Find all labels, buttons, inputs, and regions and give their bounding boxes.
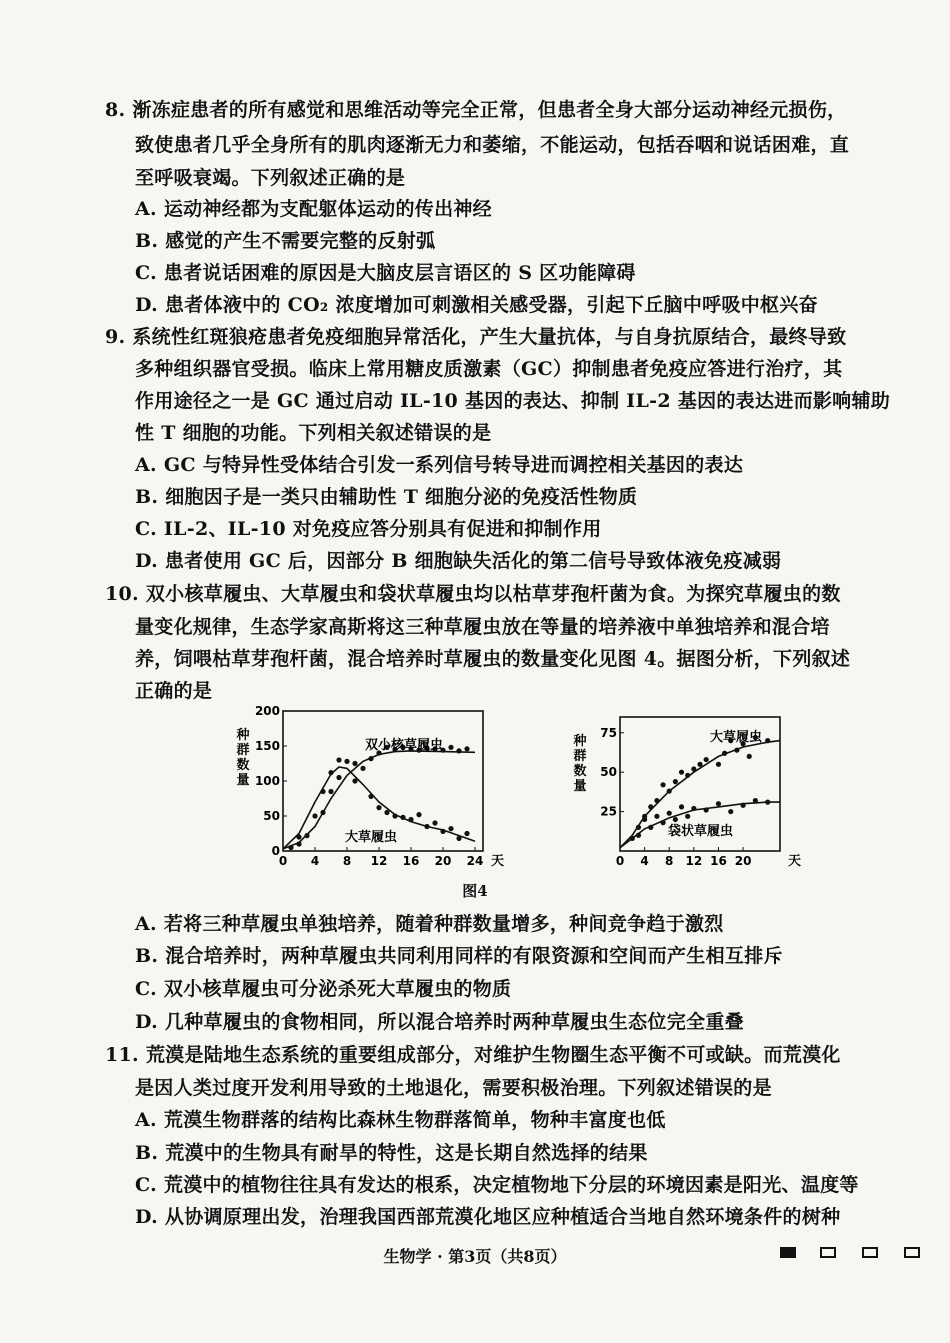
- data-point: [636, 825, 641, 830]
- x-tick-label: 4: [640, 854, 649, 868]
- q8-stem-line-2: 致使患者几乎全身所有的肌肉逐渐无力和萎缩，不能运动，包括吞咽和说话困难，直: [135, 134, 850, 156]
- x-tick-label: 8: [665, 854, 674, 868]
- series-label: 双小核草履虫: [365, 738, 444, 753]
- data-point: [660, 782, 665, 787]
- data-point: [716, 762, 721, 767]
- y-tick-label: 0: [271, 844, 280, 858]
- series-label: 大草履虫: [710, 730, 763, 745]
- data-point: [753, 798, 758, 803]
- y-tick-label: 25: [600, 804, 617, 819]
- data-point: [424, 824, 429, 829]
- data-point: [740, 803, 745, 808]
- data-point: [648, 804, 653, 809]
- empty-mark-icon: [820, 1247, 836, 1258]
- data-point: [642, 817, 647, 822]
- data-point: [384, 810, 389, 815]
- data-point: [448, 745, 453, 750]
- data-point: [648, 825, 653, 830]
- y-axis-label: 数: [236, 758, 250, 773]
- data-point: [336, 757, 341, 762]
- data-point: [328, 789, 333, 794]
- x-tick-label: 4: [310, 854, 320, 868]
- x-tick-label: 0: [615, 854, 625, 868]
- q9-option-b: B. 细胞因子是一类只由辅助性 T 细胞分泌的免疫活性物质: [135, 486, 638, 508]
- empty-mark-icon: [862, 1247, 878, 1258]
- q9-option-c: C. IL-2、IL-10 对免疫应答分别具有促进和抑制作用: [135, 518, 602, 540]
- data-point: [328, 770, 333, 775]
- data-point: [368, 756, 373, 761]
- data-point: [344, 759, 349, 764]
- empty-mark-icon: [904, 1247, 920, 1258]
- page-footer: 生物学 · 第3页（共8页）: [383, 1247, 567, 1266]
- x-tick-label: 24: [466, 854, 484, 868]
- x-tick-label: 12: [370, 854, 388, 868]
- data-point: [336, 775, 341, 780]
- data-point: [320, 789, 325, 794]
- figure-4-left-chart: [225, 705, 505, 875]
- data-point: [400, 815, 405, 820]
- q10-stem-line-1: 10. 双小核草履虫、大草履虫和袋状草履虫均以枯草芽孢杆菌为食。为探究草履虫的数: [105, 583, 841, 605]
- data-point: [704, 807, 709, 812]
- y-axis-label: 种: [573, 734, 587, 749]
- q11-option-b: B. 荒漠中的生物具有耐旱的特性，这是长期自然选择的结果: [135, 1142, 648, 1164]
- data-point: [716, 801, 721, 806]
- q9-stem-line-1: 9. 系统性红斑狼疮患者免疫细胞异常活化，产生大量抗体，与自身抗原结合，最终导致: [105, 326, 847, 348]
- y-axis-label: 群: [573, 749, 587, 764]
- data-point: [416, 812, 421, 817]
- q11-option-c: C. 荒漠中的植物往往具有发达的根系，决定植物地下分层的环境因素是阳光、温度等: [135, 1174, 859, 1196]
- data-point: [408, 817, 413, 822]
- data-point: [464, 746, 469, 751]
- y-tick-label: 150: [254, 739, 280, 753]
- data-point: [456, 748, 461, 753]
- data-point: [734, 748, 739, 753]
- data-point: [765, 800, 770, 805]
- data-point: [288, 845, 293, 850]
- q9-stem-line-3: 作用途径之一是 GC 通过启动 IL-10 基因的表达、抑制 IL-2 基因的表达进而影响辅助: [135, 390, 891, 412]
- q8-stem-line-3: 至呼吸衰竭。下列叙述正确的是: [135, 167, 406, 189]
- figure-label: 图4: [462, 882, 488, 900]
- x-axis-unit: 天: [788, 854, 802, 869]
- q10-stem-line-4: 正确的是: [135, 680, 213, 702]
- x-tick-label: 16: [710, 854, 727, 868]
- data-point: [352, 761, 357, 766]
- data-point: [679, 804, 684, 809]
- x-axis-unit: 天: [491, 854, 505, 869]
- data-point: [360, 766, 365, 771]
- q11-option-d: D. 从协调原理出发，治理我国西部荒漠化地区应种植适合当地自然环境条件的树种: [135, 1206, 841, 1228]
- q10-stem-line-2: 量变化规律，生态学家高斯将这三种草履虫放在等量的培养液中单独培养和混合培: [135, 616, 830, 638]
- data-point: [679, 770, 684, 775]
- data-point: [304, 833, 309, 838]
- data-point: [448, 826, 453, 831]
- y-tick-label: 100: [254, 774, 280, 788]
- data-point: [722, 751, 727, 756]
- figure-4-right-chart: [570, 705, 810, 875]
- data-point: [440, 829, 445, 834]
- q8-option-d: D. 患者体液中的 CO₂ 浓度增加可刺激相关感受器，引起下丘脑中呼吸中枢兴奋: [135, 294, 818, 316]
- data-point: [765, 738, 770, 743]
- data-point: [456, 836, 461, 841]
- filled-mark-icon: [780, 1247, 796, 1258]
- data-point: [660, 820, 665, 825]
- data-point: [691, 766, 696, 771]
- series-label: 袋状草履虫: [668, 824, 734, 839]
- x-tick-label: 16: [402, 854, 420, 868]
- data-point: [704, 757, 709, 762]
- q8-option-c: C. 患者说话困难的原因是大脑皮层言语区的 S 区功能障碍: [135, 262, 636, 284]
- y-axis-label: 量: [573, 779, 587, 794]
- y-tick-label: 50: [600, 765, 617, 780]
- data-point: [352, 778, 357, 783]
- q10-option-d: D. 几种草履虫的食物相同，所以混合培养时两种草履虫生态位完全重叠: [135, 1011, 744, 1033]
- q10-option-c: C. 双小核草履虫可分泌杀死大草履虫的物质: [135, 978, 512, 1000]
- q11-stem-line-1: 11. 荒漠是陆地生态系统的重要组成部分，对维护生物圈生态平衡不可或缺。而荒漠化: [105, 1044, 841, 1066]
- q9-stem-line-2: 多种组织器官受损。临床上常用糖皮质激素（GC）抑制患者免疫应答进行治疗，其: [135, 358, 843, 380]
- y-axis-label: 种: [236, 728, 250, 743]
- data-point: [296, 841, 301, 846]
- data-point: [673, 779, 678, 784]
- x-tick-label: 0: [278, 854, 288, 868]
- q9-stem-line-4: 性 T 细胞的功能。下列相关叙述错误的是: [135, 422, 492, 444]
- data-point: [654, 814, 659, 819]
- data-point: [296, 834, 301, 839]
- data-point: [697, 762, 702, 767]
- q10-option-b: B. 混合培养时，两种草履虫共同利用同样的有限资源和空间而产生相互排斥: [135, 945, 783, 967]
- x-tick-label: 8: [342, 854, 352, 868]
- data-point: [747, 754, 752, 759]
- series-label: 大草履虫: [345, 830, 398, 845]
- q9-option-d: D. 患者使用 GC 后，因部分 B 细胞缺失活化的第二信号导致体液免疫减弱: [135, 550, 782, 572]
- y-tick-label: 75: [600, 725, 617, 740]
- data-point: [728, 809, 733, 814]
- x-tick-label: 12: [685, 854, 703, 868]
- q8-stem-line-1: 8. 渐冻症患者的所有感觉和思维活动等完全正常，但患者全身大部分运动神经元损伤，: [105, 99, 847, 121]
- q10-stem-line-3: 养，饲喂枯草芽孢杆菌，混合培养时草履虫的数量变化见图 4。据图分析，下列叙述: [135, 648, 851, 670]
- data-point: [368, 794, 373, 799]
- data-point: [667, 788, 672, 793]
- y-tick-label: 200: [254, 705, 280, 718]
- q11-option-a: A. 荒漠生物群落的结构比森林生物群落简单，物种丰富度也低: [135, 1109, 666, 1131]
- data-point: [667, 811, 672, 816]
- data-point: [691, 806, 696, 811]
- y-tick-label: 50: [263, 809, 280, 823]
- data-point: [464, 831, 469, 836]
- data-point: [432, 820, 437, 825]
- data-point: [312, 813, 317, 818]
- data-point: [685, 814, 690, 819]
- y-axis-label: 量: [236, 773, 250, 788]
- data-point: [320, 810, 325, 815]
- y-axis-label: 群: [236, 743, 250, 758]
- y-axis-label: 数: [573, 764, 587, 779]
- q9-option-a: A. GC 与特异性受体结合引发一系列信号转导进而调控相关基因的表达: [135, 454, 744, 476]
- q8-option-b: B. 感觉的产生不需要完整的反射弧: [135, 230, 436, 252]
- data-point: [376, 805, 381, 810]
- q8-option-a: A. 运动神经都为支配躯体运动的传出神经: [135, 198, 492, 220]
- x-tick-label: 20: [734, 854, 752, 868]
- data-point: [685, 773, 690, 778]
- q11-stem-line-2: 是因人类过度开发利用导致的土地退化，需要积极治理。下列叙述错误的是: [135, 1077, 772, 1099]
- data-point: [392, 813, 397, 818]
- data-point: [636, 833, 641, 838]
- data-point: [673, 817, 678, 822]
- q10-option-a: A. 若将三种草履虫单独培养，随着种群数量增多，种间竞争趋于激烈: [135, 913, 724, 935]
- data-point: [654, 798, 659, 803]
- x-tick-label: 20: [434, 854, 452, 868]
